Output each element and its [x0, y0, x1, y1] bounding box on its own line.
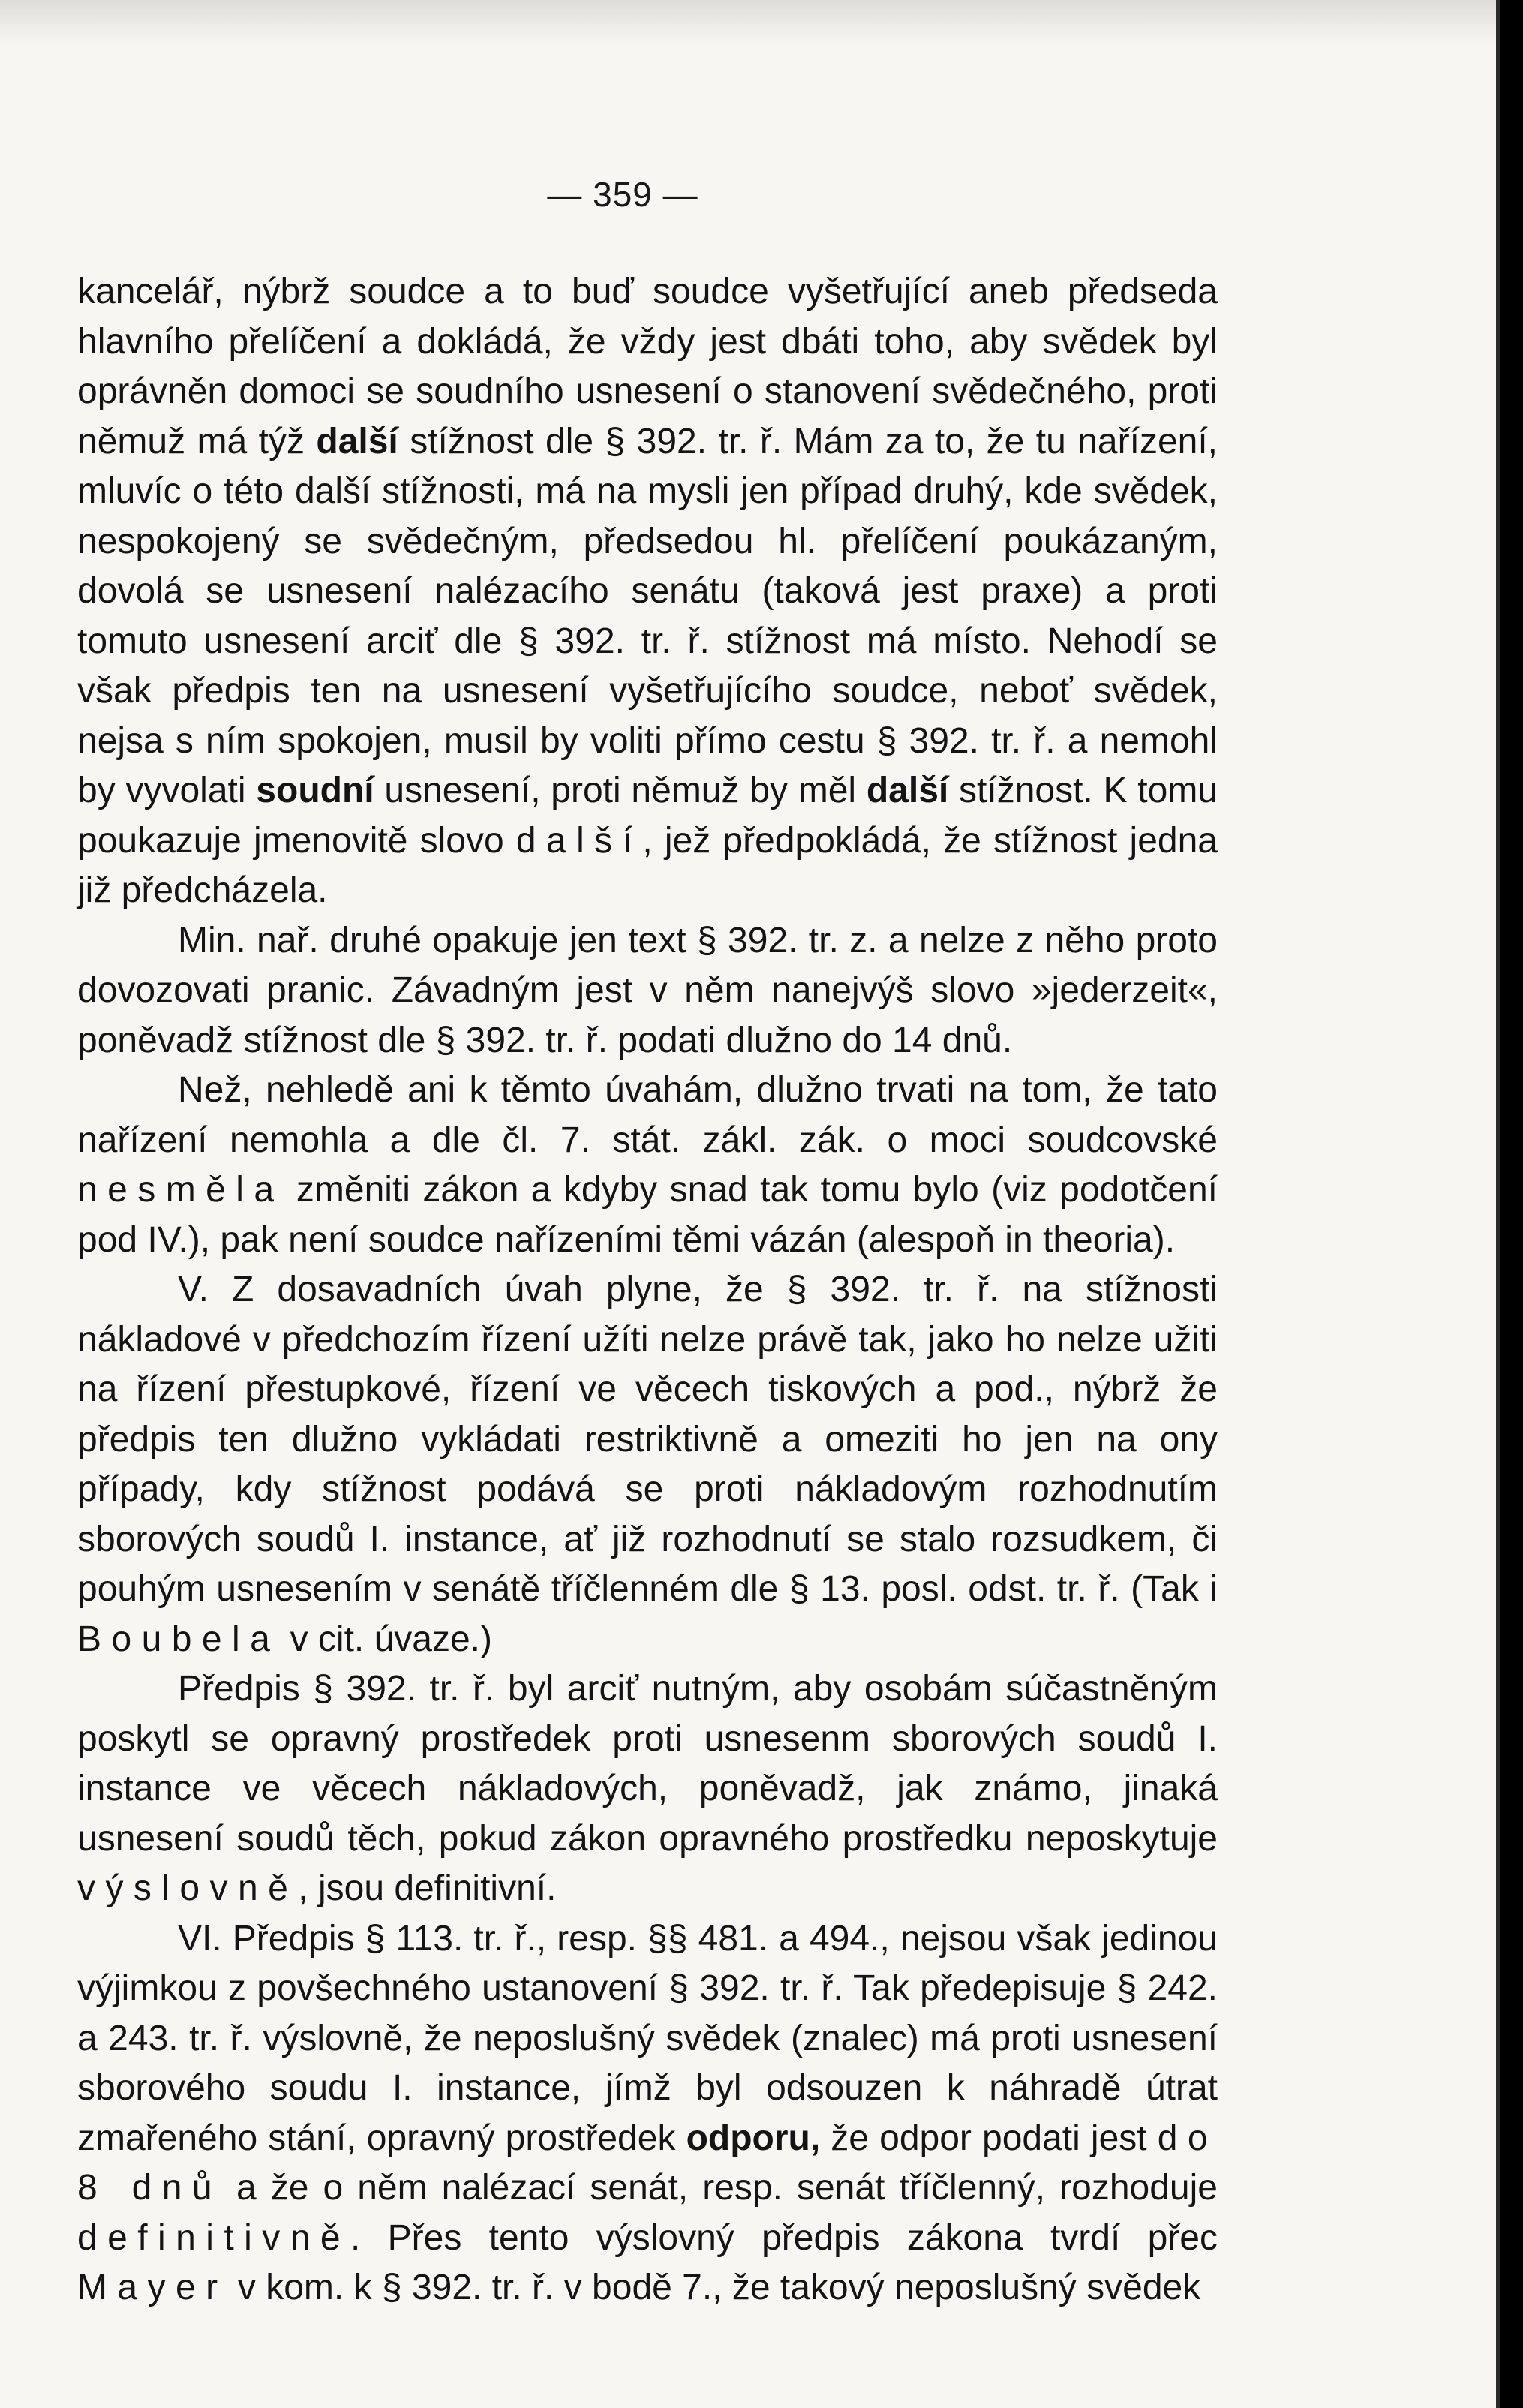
bold-emphasis: další: [316, 421, 398, 461]
text-run: v cit. úvaze.): [280, 1619, 492, 1659]
spaced-emphasis: výslovně: [77, 1868, 299, 1908]
spaced-emphasis: do 8 dnů: [77, 2118, 1218, 2208]
text-run: Než, nehledě ani k těmto úvahám, dlužno trvati na tom, že tato nařízení nemohla a dle čl. 7. stát. zákl. zák. o moci soudcovské: [77, 1070, 1218, 1160]
spaced-emphasis: nesměla: [77, 1170, 284, 1210]
text-run: usnesení, proti němuž by měl: [374, 771, 867, 810]
text-run: kancelář, nýbrž soudce a to buď soudce vyšetřující aneb předseda hlavního přelíčení a dokládá, že vždy jest dbáti toho, aby svědek byl oprávněn domoci se soudního usnesení o stanovení svědečného, proti němuž má týž: [77, 272, 1218, 461]
text-run: změniti zákon a kdyby snad tak tomu bylo (viz podotčení pod IV.), pak není soudce nařízeními těmi vázán (alespoň in theoria).: [77, 1170, 1218, 1260]
text-run: , jsou definitivní.: [298, 1868, 557, 1908]
text-run: V. Z dosavadních úvah plyne, že § 392. tr. ř. na stížnosti nákladové v předchozím řízení užíti nelze právě tak, jako ho nelze užiti na řízení přestupkové, řízení ve věcech tiskových a pod., nýbrž že předpis ten dlužno vykládati restriktivně a omeziti ho jen na ony případy, kdy stížnost podává se proti nákladovým rozhodnutím sborových soudů I. instance, ať již rozhodnutí se stalo rozsudkem, či pouhým usnesením v senátě tříčlenném dle § 13. posl. odst. tr. ř. (Tak i: [77, 1270, 1218, 1609]
spaced-emphasis: Mayer: [77, 2268, 228, 2307]
paragraph: [77, 916, 1218, 1066]
text-run: že odpor podati jest: [820, 2118, 1158, 2158]
spaced-emphasis: Boubela: [77, 1619, 281, 1659]
text-run: . Přes tento výslovný předpis zákona tvrdí přec: [350, 2217, 1218, 2258]
bold-emphasis: další: [866, 771, 949, 810]
paragraph: [77, 1664, 1218, 1914]
text-run: v kom. k § 392. tr. ř. v bodě 7., že takový neposlušný svědek: [227, 2268, 1201, 2307]
paragraph: [77, 267, 1218, 916]
spaced-emphasis: definitivně: [77, 2217, 350, 2258]
text-run: Předpis § 392. tr. ř. byl arciť nutným, aby osobám súčastněným poskytl se opravný prostředek proti usnesenm sborových soudů I. instance ve věcech nákladových, poněvadž, jak známo, jinaká usnesení soudů těch, pokud zákon opravného prostředku neposkytuje: [77, 1669, 1218, 1859]
text-run: stížnost. K tomu poukazuje jmenovitě slovo: [77, 771, 1218, 861]
paragraph: [77, 1914, 1218, 2313]
paragraph: [77, 1066, 1218, 1265]
text-run: Min. nař. druhé opakuje jen text § 392. tr. z. a nelze z něho proto dovozovati pranic. Závadným jest v něm nanejvýš slovo »jederzeit«, poněvadž stížnost dle § 392. tr. ř. podati dlužno do 14 dnů.: [77, 920, 1218, 1060]
bold-emphasis: soudní: [256, 771, 374, 810]
page-number: — 359 —: [547, 175, 698, 214]
text-run: , jež předpokládá, že stížnost jedna již předcházela.: [77, 820, 1218, 910]
text-run: a že o něm nalézací senát, resp. senát tříčlenný, rozhoduje: [222, 2168, 1218, 2208]
paragraph: [77, 1265, 1218, 1664]
bold-emphasis: odporu,: [686, 2118, 821, 2158]
body-text: [77, 267, 1218, 2313]
text-run: VI. Předpis § 113. tr. ř., resp. §§ 481. a 494., nejsou však jedinou výjimkou z povšechného ustanovení § 392. tr. ř. Tak předepisuje § 242. a 243. tr. ř. výslovně, že neposlušný svědek (znalec) má proti usnesení sborového soudu I. instance, jímž byl odsouzen k náhradě útrat zmařeného stání, opravný prostředek: [77, 1918, 1218, 2158]
text-run: stížnost dle § 392. tr. ř. Mám za to, že tu nařízení, mluvíc o této další stížnosti, má na mysli jen případ druhý, kde svědek, nespokojený se svědečným, předsedou hl. přelíčení poukázaným, dovolá se usnesení nalézacího senátu (taková jest praxe) a proti tomuto usnesení arciť dle § 392. tr. ř. stížnost má místo. Nehodí se však předpis ten na usnesení vyšetřujícího soudce, neboť svědek, nejsa s ním spokojen, musil by voliti přímo cestu § 392. tr. ř. a nemohl by vyvolati: [77, 421, 1218, 810]
spaced-emphasis: další: [515, 820, 643, 861]
